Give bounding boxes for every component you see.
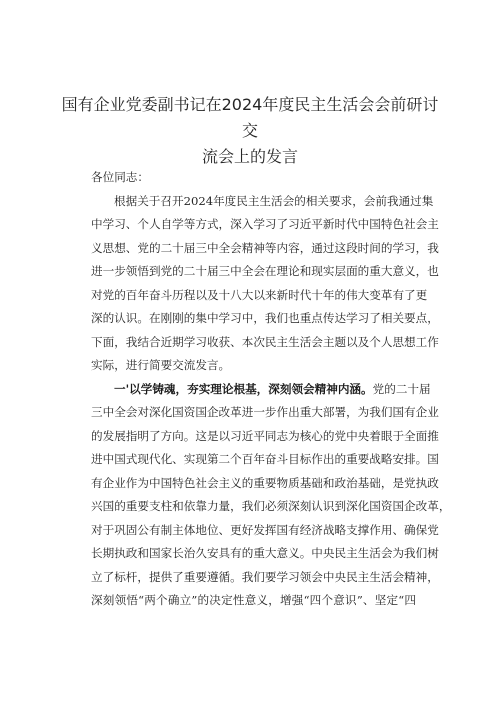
section-heading: 一'以学铸魂，夯实理论根基，深刻领会精神内涵。 <box>114 381 373 396</box>
paragraph-line: 兴国的重要支柱和依靠力量，我们必须深刻认识到深化国资国企改革， <box>91 499 451 513</box>
salutation: 各位同志： <box>91 170 149 184</box>
paragraph-line: 下面，我结合近期学习收获、本次民主生活会主题以及个人思想工作 <box>91 334 439 349</box>
title-line-1: 国有企业党委副书记在2024年度民主生活会会前研讨交 <box>61 95 439 140</box>
paragraph-line: 长期执政和国家长治久安具有的重大意义。中央民主生活会为我们树 <box>91 546 439 560</box>
paragraph-line: 的发展指明了方向。这是以习近平同志为核心的党中央着眼于全面推 <box>91 428 439 443</box>
paragraph-line: 中学习、个人自学等方式，深入学习了习近平新时代中国特色社会主 <box>91 217 439 231</box>
paragraph-line: 进一步领悟到党的二十届三中全会在理论和现实层面的重大意义，也 <box>91 264 439 278</box>
paragraph-2 <box>91 378 451 613</box>
paragraph-line: 立了标杆，提供了重要遵循。我们要学习领会中央民主生活会精神， <box>91 569 439 584</box>
paragraph-line: 对于巩固公有制主体地位、更好发挥国有经济战略支撑作用、确保党 <box>91 522 439 537</box>
paragraph-line: 进中国式现代化、实现第二个百年奋斗目标作出的重要战略安排。国 <box>91 452 439 466</box>
paragraph-line: 有企业作为中国特色社会主义的重要物质基础和政治基础，是党执政 <box>91 475 439 490</box>
paragraph-line: 根据关于召开2024年度民主生活会的相关要求，会前我通过集 <box>114 193 434 208</box>
paragraph-line: 义思想、党的二十届三中全会精神等内容，通过这段时间的学习，我 <box>91 240 439 255</box>
paragraph-2-first-line <box>91 378 431 402</box>
document-body <box>91 166 451 613</box>
document-title <box>60 92 440 170</box>
paragraph-line: 三中全会对深化国资国企改革进一步作出重大部署，为我们国有企业 <box>91 405 439 419</box>
paragraph-line: 深刻领悟“两个确立”的决定性意义，增强“四个意识”、坚定“四 <box>91 593 416 607</box>
paragraph-2-first-tail: 党的二十届 <box>372 381 431 396</box>
paragraph-1 <box>91 190 439 378</box>
paragraph-line: 深的认识。在刚刚的集中学习中，我们也重点传达学习了相关要点， <box>91 311 439 325</box>
title-line-2: 流会上的发言 <box>201 147 298 166</box>
paragraph-line: 实际，进行简要交流发言。 <box>91 358 231 372</box>
paragraph-line: 对党的百年奋斗历程以及十八大以来新时代十年的伟大变革有了更 <box>91 287 428 302</box>
